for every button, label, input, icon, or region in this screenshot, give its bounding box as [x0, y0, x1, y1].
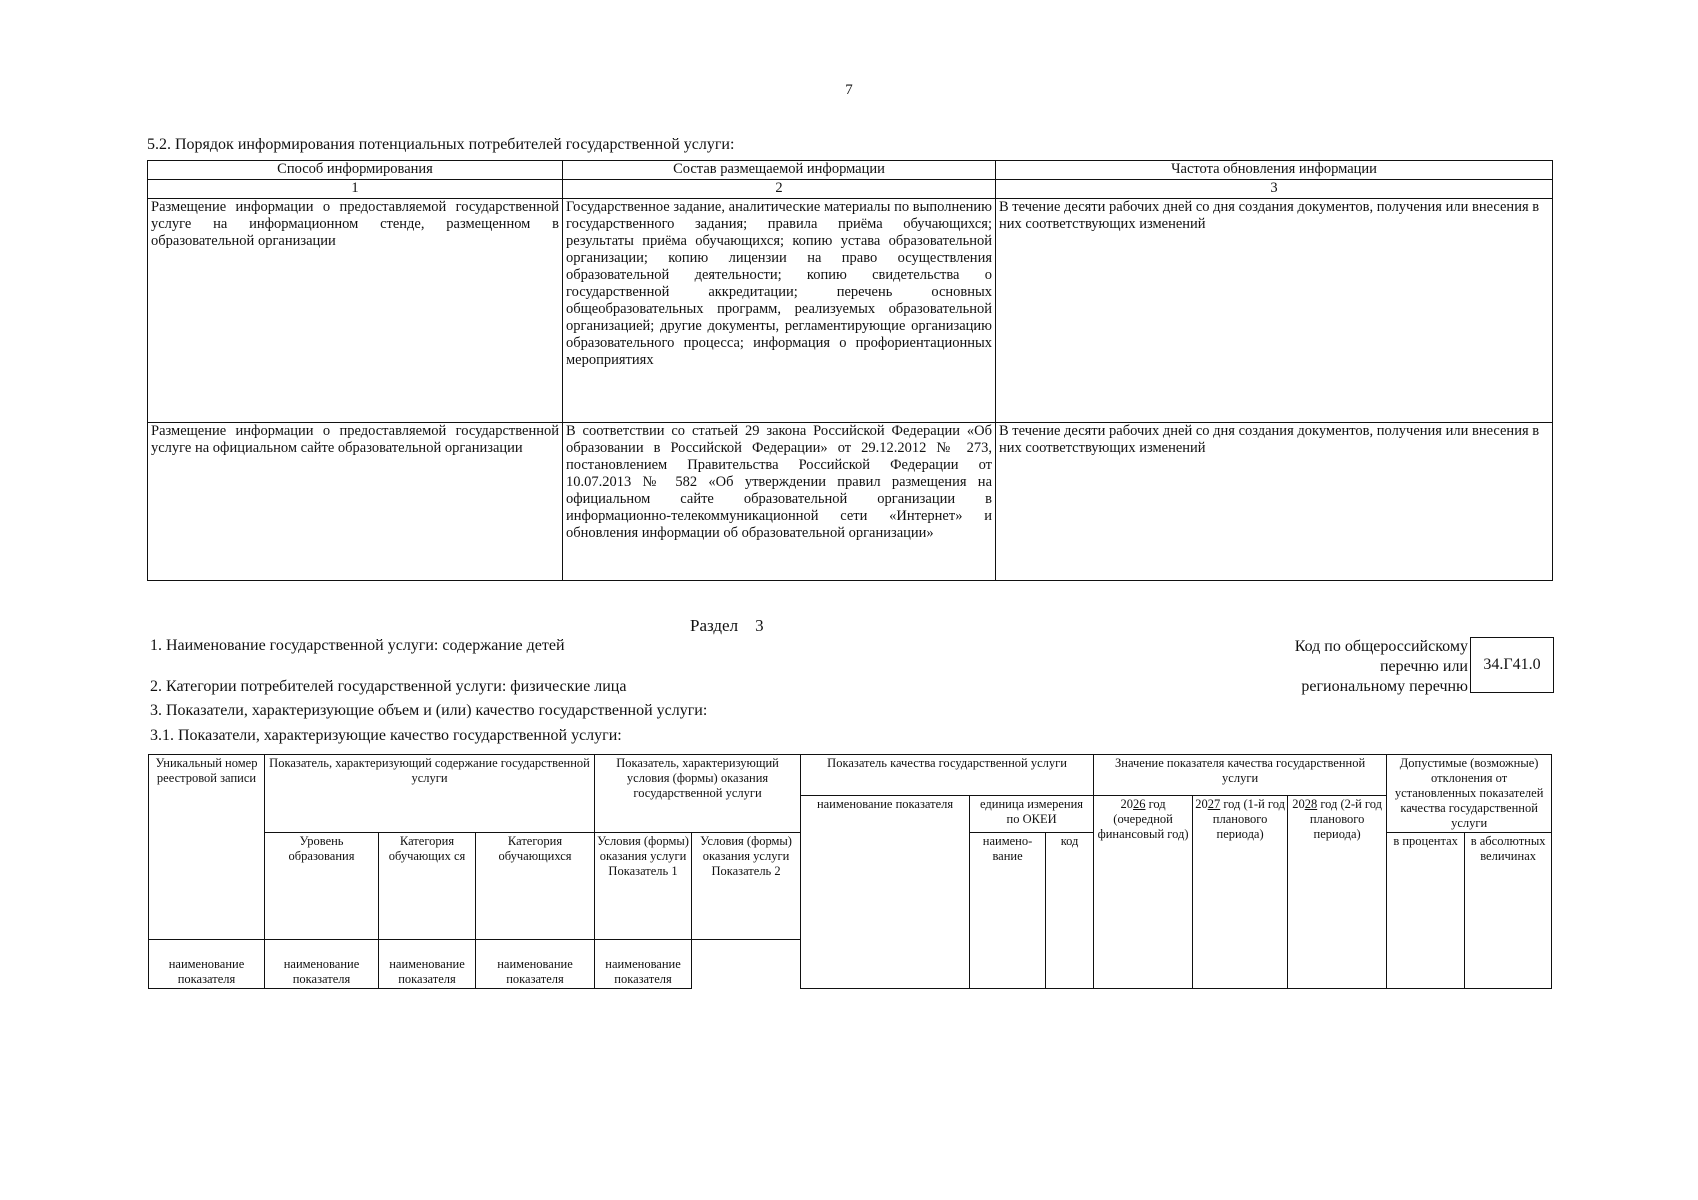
year-prefix: 20: [1120, 797, 1133, 811]
code-label-line: Код по общероссийскому: [1294, 638, 1468, 655]
column-number: 3: [996, 180, 1553, 199]
consumer-categories: 2. Категории потребителей государственной услуги: физические лица: [150, 678, 627, 695]
column-header: Состав размещаемой информации: [563, 161, 996, 180]
code-label-line: региональному перечню: [1301, 678, 1468, 695]
informing-table-number-row: [148, 180, 1553, 199]
year-value: 27: [1207, 797, 1221, 811]
conditions-indicator-header: Показатель, характеризующий условия (формы) оказания государственной услуги: [595, 755, 801, 833]
information-content: В соответствии со статьей 29 закона Российской Федерации «Об образовании в Российской Федерации» от 29.12.2012 № 273, постановлением Правительства Российской Федерации от 10.07.2013 № 582 «Об утверждении правил размещения на официальном сайте образовательной организации в информационно-телекоммуникационной сети «Интернет» и обновления информации об образовательной организации»: [563, 423, 996, 581]
table-row: [148, 199, 1553, 423]
deviation-header: Допустимые (возможные) отклонения от установленных показателей качества государственной услуги: [1387, 755, 1552, 833]
registry-code-label: [1200, 637, 1468, 697]
section-5-2-heading: 5.2. Порядок информирования потенциальных потребителей государственной услуги:: [147, 136, 735, 153]
registry-number-header: Уникальный номер реестровой записи: [149, 755, 265, 940]
content-indicator-header: Показатель, характеризующий содержание государственной услуги: [265, 755, 595, 833]
registry-code-box: 34.Г41.0: [1470, 637, 1554, 693]
sub-indicator-name: наименование показателя: [379, 940, 476, 989]
service-name: 1. Наименование государственной услуги: содержание детей: [150, 637, 565, 654]
year-2-header: [1193, 796, 1288, 989]
table-row: [148, 423, 1553, 581]
year-1-header: [1094, 796, 1193, 989]
education-level-header: Уровень образования: [265, 833, 379, 940]
informing-table-header-row: [148, 161, 1553, 180]
quality-indicators-heading: 3.1. Показатели, характеризующие качество государственной услуги:: [150, 727, 622, 744]
indicator-name-header: наименование показателя: [801, 796, 970, 989]
update-frequency: В течение десяти рабочих дней со дня создания документов, получения или внесения в них соответствующих изменений: [996, 199, 1553, 423]
column-number: 2: [563, 180, 996, 199]
sub-indicator-name: наименование показателя: [265, 940, 379, 989]
year-prefix: 20: [1195, 797, 1208, 811]
year-value: 28: [1304, 797, 1318, 811]
percent-header: в процентах: [1387, 833, 1465, 989]
year-prefix: 20: [1292, 797, 1305, 811]
indicators-heading: 3. Показатели, характеризующие объем и (или) качество государственной услуги:: [150, 702, 708, 719]
student-category-header: Категория обучающих ся: [379, 833, 476, 940]
sub-indicator-name: наименование показателя: [149, 940, 265, 989]
year-value: 26: [1132, 797, 1146, 811]
update-frequency: В течение десяти рабочих дней со дня создания документов, получения или внесения в них соответствующих изменений: [996, 423, 1553, 581]
column-number: 1: [148, 180, 563, 199]
sub-indicator-name: наименование показателя: [595, 940, 692, 989]
quality-value-header: Значение показателя качества государственной услуги: [1094, 755, 1387, 796]
section-title: Раздел 3: [690, 616, 764, 635]
unit-name-header: наимено-вание: [970, 833, 1046, 989]
condition-1-header: Условия (формы) оказания услуги Показатель 1: [595, 833, 692, 940]
quality-indicator-header: Показатель качества государственной услуги: [801, 755, 1094, 796]
year-caption: год (очередной финансовый год): [1097, 797, 1189, 841]
student-category-header: Категория обучающихся: [476, 833, 595, 940]
informing-table: [147, 160, 1553, 581]
unit-code-header: код: [1046, 833, 1094, 989]
year-3-header: [1288, 796, 1387, 989]
year-caption: год (2-й год планового периода): [1309, 797, 1382, 841]
code-label-line: перечню или: [1379, 658, 1468, 675]
year-caption: год (1-й год планового периода): [1212, 797, 1285, 841]
column-header: Частота обновления информации: [996, 161, 1553, 180]
information-content: Государственное задание, аналитические материалы по выполнению государственного задания; правила приёма обучающихся; результаты приёма обучающихся; копию устава образовательной организации; копию лицензии на право осуществления образовательной деятельности; копию свидетельства о государственной аккредитации; перечень основных общеобразовательных программ, реализуемых образовательной организацией; другие документы, регламентирующие организацию образовательного процесса; информация о профориентационных мероприятиях: [563, 199, 996, 423]
quality-indicators-table: [148, 754, 1552, 989]
condition-2-header: Условия (формы) оказания услуги Показатель 2: [692, 833, 801, 940]
unit-header: единица измерения по ОКЕИ: [970, 796, 1094, 833]
column-header: Способ информирования: [148, 161, 563, 180]
informing-method: Размещение информации о предоставляемой государственной услуге на официальном сайте образовательной организации: [148, 423, 563, 581]
absolute-header: в абсолютных величинах: [1465, 833, 1552, 989]
sub-indicator-name: наименование показателя: [476, 940, 595, 989]
informing-method: Размещение информации о предоставляемой государственной услуге на информационном стенде, размещенном в образовательной организации: [148, 199, 563, 423]
page-number: 7: [845, 82, 853, 98]
